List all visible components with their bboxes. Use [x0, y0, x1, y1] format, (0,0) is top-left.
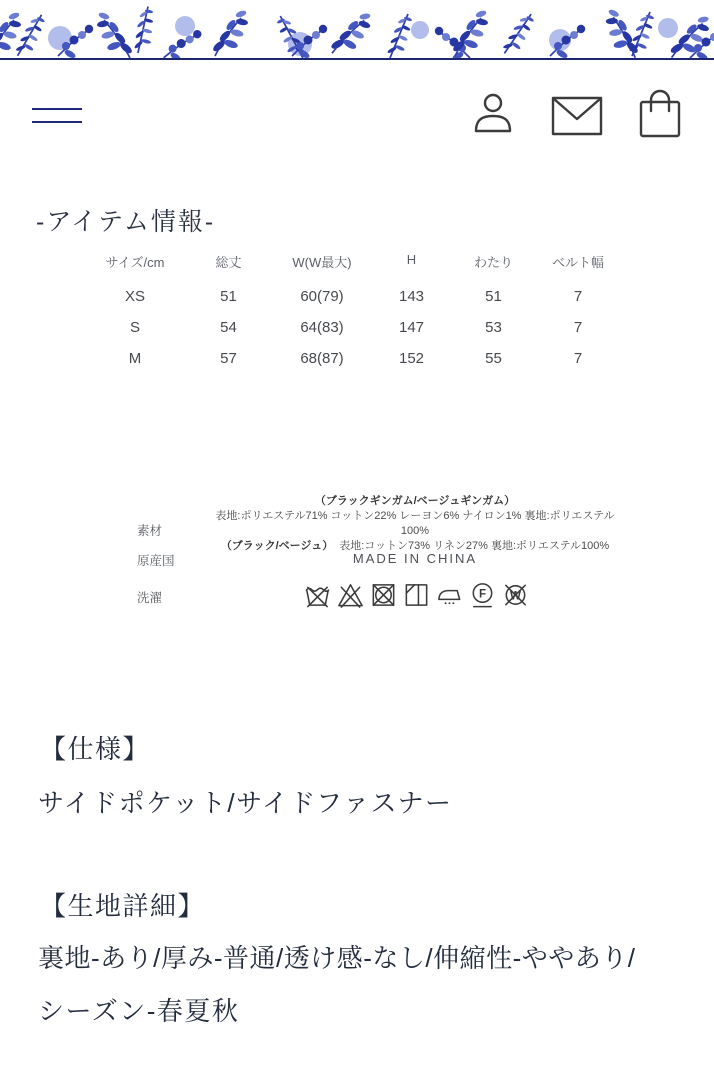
fabric-section-heading: 【生地詳細】 — [40, 891, 206, 921]
size-table-cell: 7 — [573, 350, 583, 367]
size-table-cell: 7 — [573, 319, 583, 336]
menu-icon[interactable] — [30, 103, 84, 127]
size-table-col-header: W(W最大) — [292, 255, 352, 270]
do-not-wash-icon — [303, 580, 332, 610]
size-table-cell: S — [129, 319, 140, 336]
material-colorway-1: （ブラックギンガム/ベージュギンガム） — [314, 495, 516, 507]
size-table-col-header: 総丈 — [215, 255, 242, 270]
size-table-cell: XS — [124, 288, 145, 305]
page-title: -アイテム情報- — [36, 208, 216, 236]
size-table-cell: 64(83) — [300, 319, 344, 336]
material-colorway-2: （ブラック/ベージュ） — [220, 540, 334, 552]
size-table-cell: M — [128, 350, 142, 367]
origin-value: MADE IN CHINA — [352, 551, 478, 566]
dry-clean-f-icon — [468, 580, 497, 610]
size-table-cell: 152 — [398, 350, 425, 367]
fabric-section-line2: シーズン-春夏秋 — [38, 996, 240, 1026]
size-table-header — [88, 252, 623, 271]
iron-with-cloth-icon — [435, 580, 464, 610]
size-table-cell: 53 — [485, 319, 502, 336]
mail-icon[interactable] — [551, 96, 603, 136]
care-symbols — [303, 580, 530, 610]
account-icon[interactable] — [471, 90, 515, 138]
spec-section-body: サイドポケット/サイドファスナー — [38, 788, 453, 818]
size-table-cell: 7 — [573, 288, 583, 305]
size-table-cell: 143 — [398, 288, 425, 305]
size-table-cell: 60(79) — [300, 288, 344, 305]
spec-section-heading: 【仕様】 — [40, 734, 151, 764]
size-table-col-header: わたり — [473, 255, 513, 270]
size-table-col-header: サイズ/cm — [105, 255, 165, 270]
size-table-cell: 51 — [485, 288, 502, 305]
material-text — [205, 494, 625, 554]
do-not-bleach-icon — [336, 580, 365, 610]
bag-icon[interactable] — [636, 88, 684, 140]
size-table-col-header: H — [406, 252, 417, 267]
hang-dry-shade-icon — [402, 580, 431, 610]
size-table-cell: 147 — [398, 319, 425, 336]
do-not-wet-clean-icon — [501, 580, 530, 610]
floral-banner — [0, 0, 714, 60]
origin-label: 原産国 — [137, 554, 175, 568]
size-table-cell: 54 — [220, 319, 237, 336]
svg-text:W: W — [510, 589, 521, 603]
do-not-tumble-dry-icon — [369, 580, 398, 610]
material-composition-2-text: 表地:コットン73% リネン27% 裏地:ポリエステル100% — [339, 540, 610, 552]
material-composition-1: 表地:ポリエステル71% コットン22% レーヨン6% ナイロン1% 裏地:ポリエステル100% — [215, 510, 615, 537]
size-table-cell: 51 — [220, 288, 237, 305]
floral-banner-art — [0, 6, 714, 58]
svg-text:F: F — [478, 587, 487, 601]
size-table-cell: 55 — [485, 350, 502, 367]
size-table-col-header: ベルト幅 — [551, 255, 604, 270]
menu-bar — [32, 108, 82, 110]
size-table-cell: 68(87) — [300, 350, 344, 367]
size-table-cell: 57 — [220, 350, 237, 367]
material-label: 素材 — [137, 524, 163, 538]
care-label: 洗濯 — [137, 591, 163, 605]
fabric-section-line1: 裏地-あり/厚み-普通/透け感-なし/伸縮性-ややあり/ — [38, 943, 636, 973]
menu-bar — [32, 121, 82, 123]
size-table — [88, 288, 623, 381]
